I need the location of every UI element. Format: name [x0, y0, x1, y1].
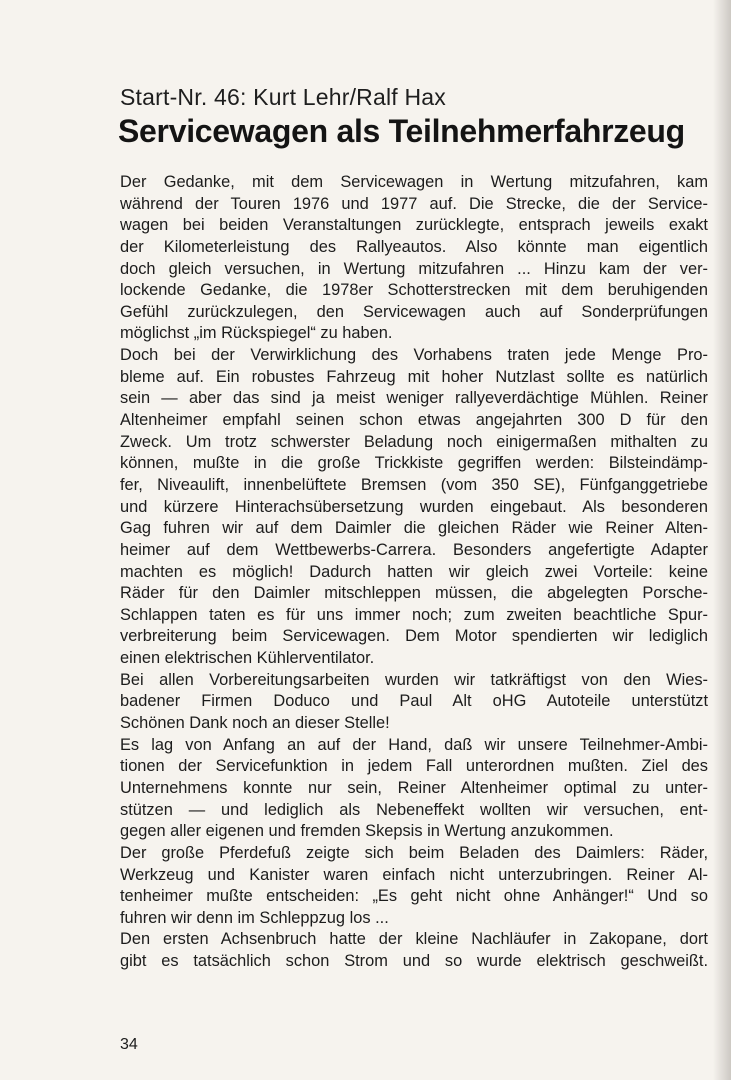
body-line: Unternehmens konnte nur sein, Reiner Altenheimer optimal zu unter-: [120, 778, 708, 797]
body-line: und kürzere Hinterachsübersetzung wurden eingebaut. Als besonderen: [120, 497, 708, 516]
body-line: badener Firmen Doduco und Paul Alt oHG Autoteile unterstützt: [120, 692, 708, 711]
body-line: fuhren wir denn im Schleppzug los ...: [120, 908, 389, 927]
body-line: Doch bei der Verwirklichung des Vorhabens traten jede Menge Pro-: [120, 346, 708, 365]
body-line: Gefühl zurückzulegen, den Servicewagen auch auf Sonderprüfungen: [120, 302, 708, 321]
body-line: gegen aller eigenen und fremden Skepsis in Wertung anzukommen.: [120, 822, 614, 841]
body-line: Werkzeug und Kanister waren einfach nicht unterzubringen. Reiner Al-: [120, 865, 708, 884]
body-line: Gag fuhren wir auf dem Daimler die gleichen Räder wie Reiner Alten-: [120, 519, 708, 538]
body-line: tenheimer mußte entscheiden: „Es geht nicht ohne Anhänger!“ Und so: [120, 887, 708, 906]
body-line: Räder für den Daimler mitschleppen müssen, die abgelegten Porsche-: [120, 584, 708, 603]
body-line: Den ersten Achsenbruch hatte der kleine Nachläufer in Zakopane, dort: [120, 930, 708, 949]
body-line: Zweck. Um trotz schwerster Beladung noch einigermaßen mithalten zu: [120, 432, 708, 451]
body-line: sein — aber das sind ja meist weniger rallyeverdächtige Mühlen. Reiner: [120, 389, 708, 408]
body-line: Schlappen taten es für uns immer noch; zum zweiten beachtliche Spur-: [120, 605, 708, 624]
body-line: während der Touren 1976 und 1977 auf. Die Strecke, die der Service-: [120, 194, 708, 213]
body-line: bleme auf. Ein robustes Fahrzeug mit hoher Nutzlast sollte es natürlich: [120, 367, 708, 386]
body-line: machten es möglich! Dadurch hatten wir gleich zwei Vorteile: keine: [120, 562, 708, 581]
body-line: tionen der Servicefunktion in jedem Fall unterordnen mußten. Ziel des: [120, 757, 708, 776]
page-number: 34: [120, 1036, 138, 1053]
body-line: Altenheimer empfahl seinen schon etwas angejahrten 300 D für den: [120, 411, 708, 430]
body-line: stützen — und lediglich als Nebeneffekt wollten wir versuchen, ent-: [120, 800, 708, 819]
body-line: der Kilometerleistung des Rallyeautos. Also könnte man eigentlich: [120, 237, 708, 256]
body-line: Der Gedanke, mit dem Servicewagen in Wertung mitzufahren, kam: [120, 173, 708, 191]
body-line: Es lag von Anfang an auf der Hand, daß wir unsere Teilnehmer-Ambi-: [120, 735, 708, 754]
article-title: Servicewagen als Teilnehmerfahrzeug: [118, 113, 685, 149]
body-line: verbreiterung beim Servicewagen. Dem Motor spendierten wir lediglich: [120, 627, 708, 646]
article-subtitle: Start-Nr. 46: Kurt Lehr/Ralf Hax: [120, 84, 446, 110]
body-line: möglichst „im Rückspiegel“ zu haben.: [120, 324, 393, 343]
body-line: können, mußte in die große Trickkiste gegriffen werden: Bilsteindämp-: [120, 454, 708, 473]
body-line: Schönen Dank noch an dieser Stelle!: [120, 714, 390, 733]
body-line: Der große Pferdefuß zeigte sich beim Beladen des Daimlers: Räder,: [120, 843, 708, 862]
body-line: doch gleich versuchen, in Wertung mitzufahren ... Hinzu kam der ver-: [120, 259, 708, 278]
body-line: einen elektrischen Kühlerventilator.: [120, 649, 375, 668]
body-line: heimer auf dem Wettbewerbs-Carrera. Besonders angefertigte Adapter: [120, 540, 708, 559]
article-body: [120, 172, 708, 973]
body-line: lockende Gedanke, die 1978er Schotterstrecken mit dem beruhigenden: [120, 281, 708, 300]
body-line: gibt es tatsächlich schon Strom und so wurde elektrisch geschweißt.: [120, 952, 708, 971]
page-binding-shadow: [713, 0, 731, 1080]
body-line: wagen bei beiden Veranstaltungen zurücklegte, entsprach jeweils exakt: [120, 216, 708, 235]
body-line: fer, Niveaulift, innenbelüftete Bremsen (vom 350 SE), Fünfganggetriebe: [120, 475, 708, 494]
body-line: Bei allen Vorbereitungsarbeiten wurden wir tatkräftigst von den Wies-: [120, 670, 708, 689]
